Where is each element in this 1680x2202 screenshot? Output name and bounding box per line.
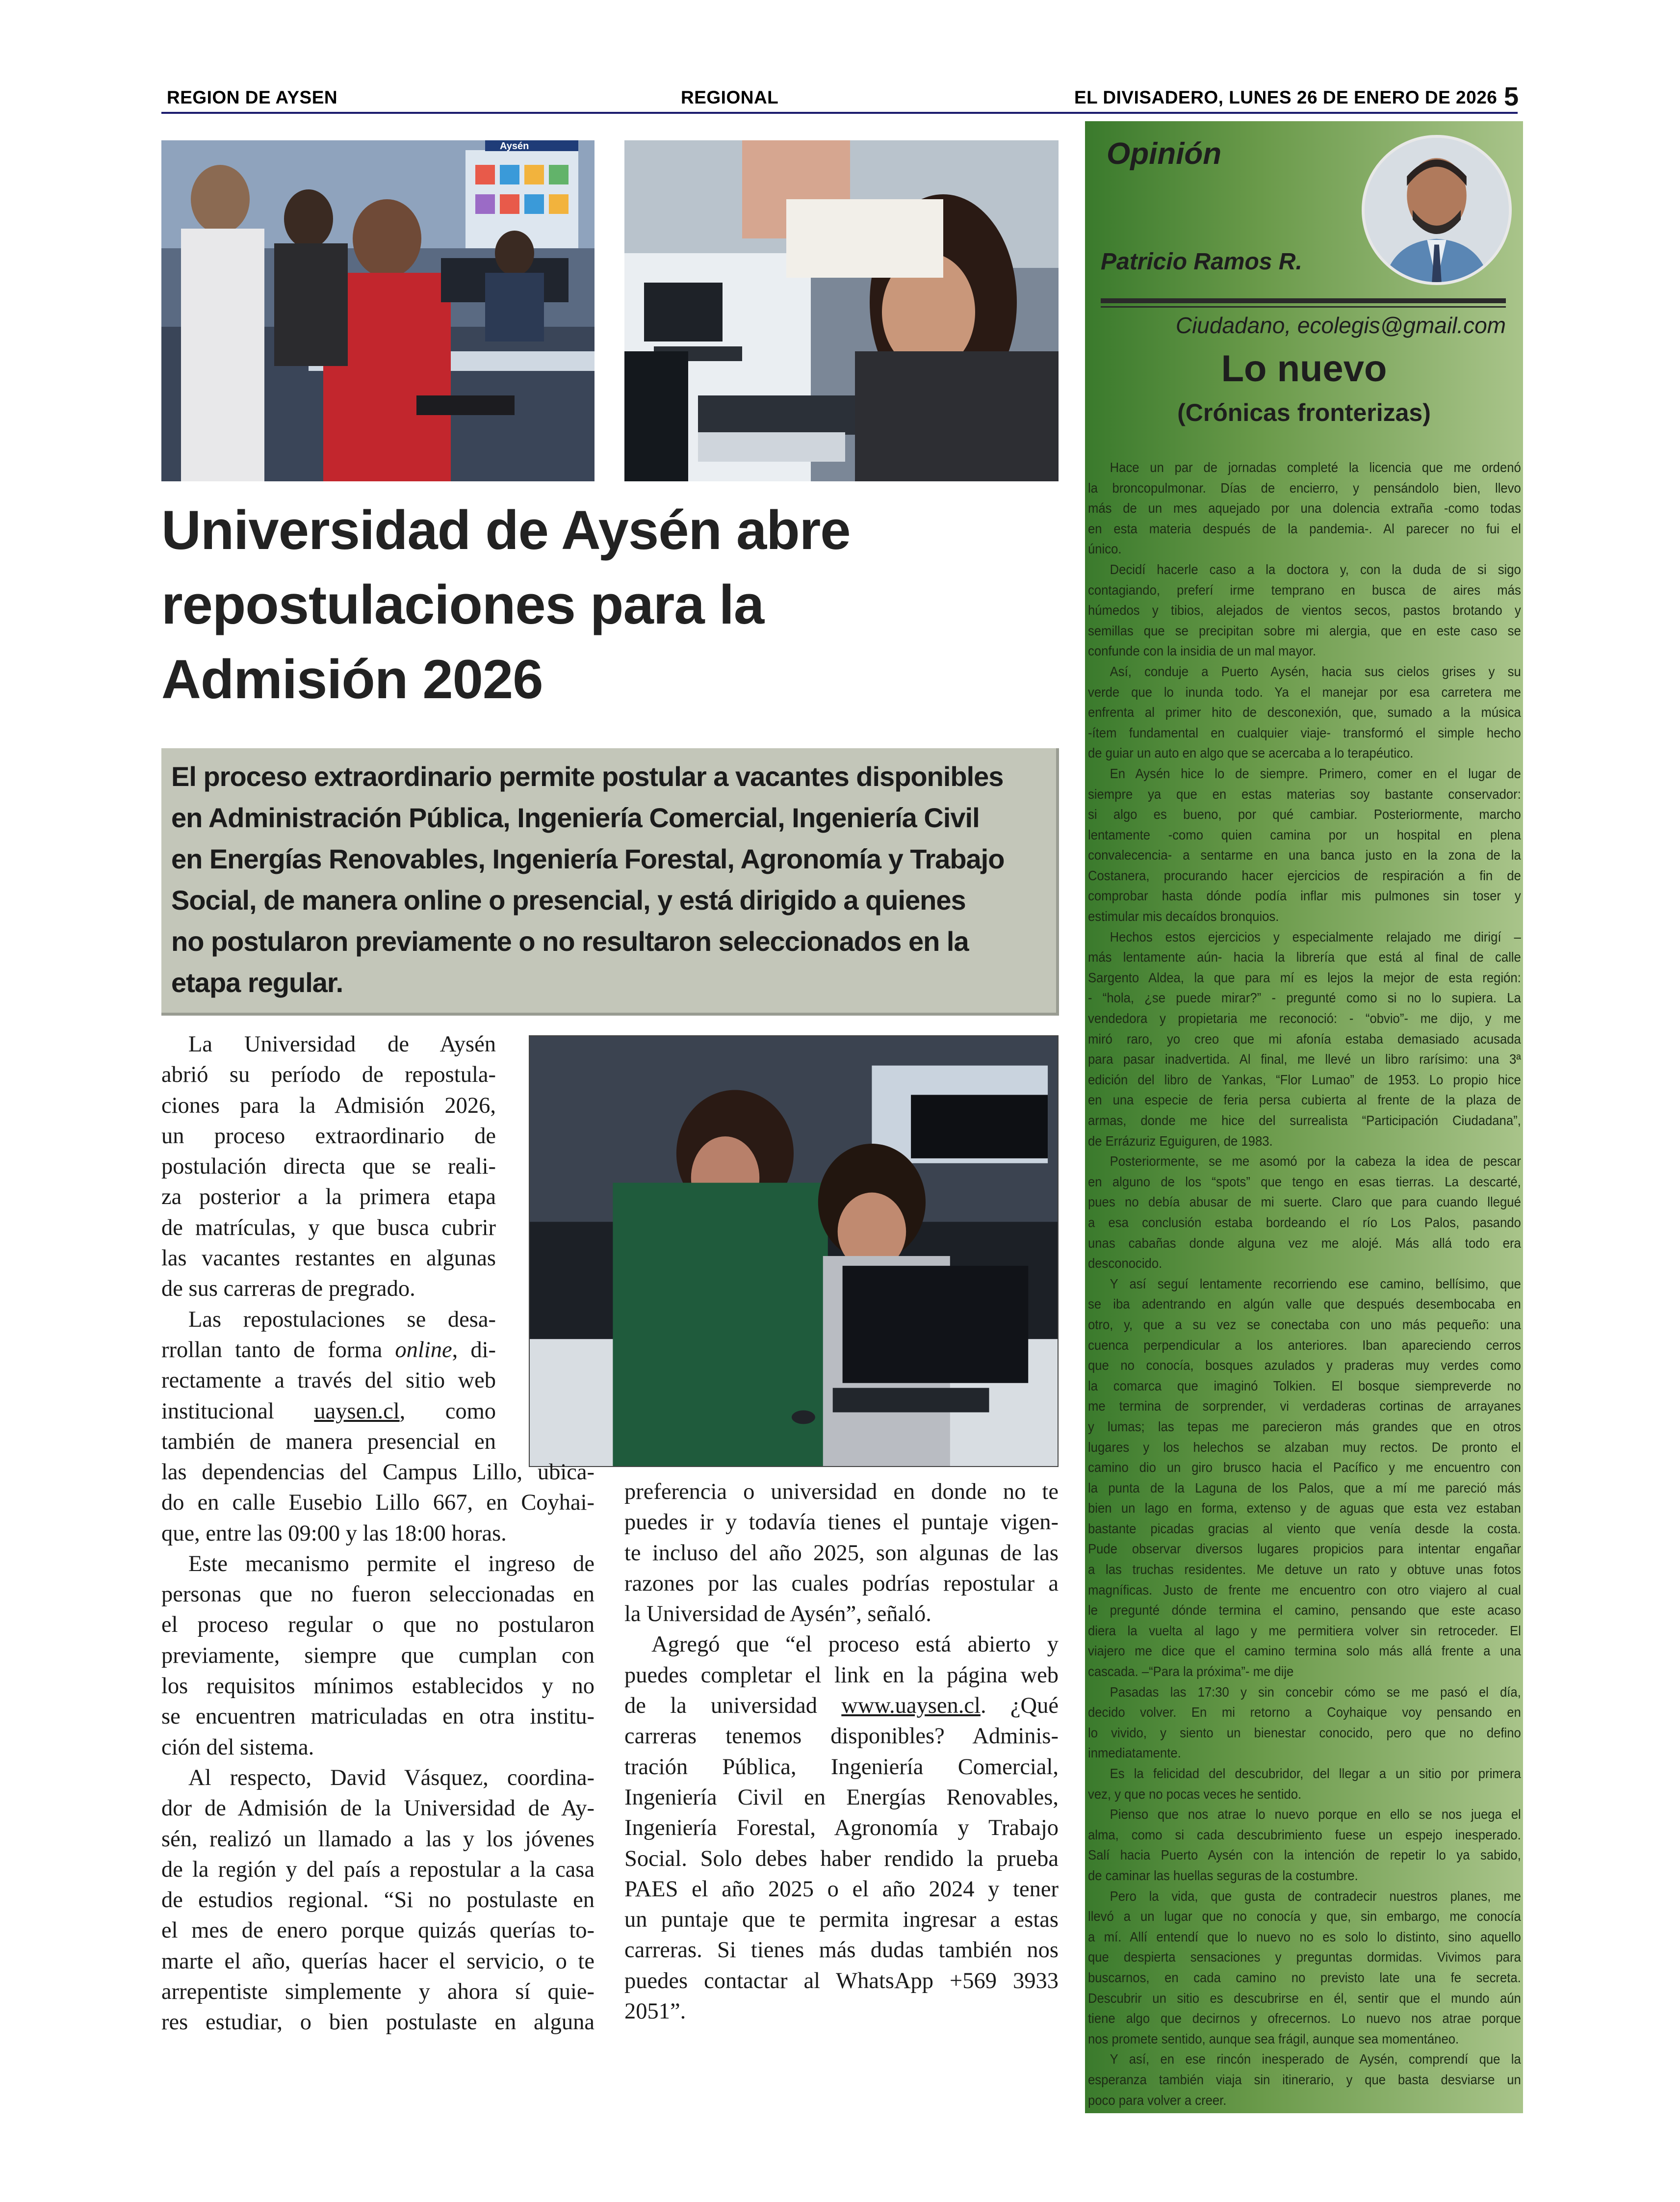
opinion-body-line: húmedos y tibios, alejados de vientos secos, pastos brotando y bbox=[1088, 603, 1521, 618]
opinion-body-line: inmediatamente. bbox=[1088, 1745, 1181, 1761]
body-line: el proceso regular o que no postularon bbox=[161, 1612, 594, 1638]
opinion-body-line: bien un lago en forma, extenso y de aguas que esta vez estaban bbox=[1088, 1500, 1521, 1516]
headline-line: Admisión 2026 bbox=[161, 649, 543, 710]
opinion-body-line: cuenca perpendicular a los anteriores. Iban apareciendo cerros bbox=[1088, 1337, 1521, 1353]
opinion-rule-thin bbox=[1101, 306, 1506, 308]
photo-two-students-at-monitor bbox=[529, 1035, 1059, 1467]
body-line: la Universidad de Aysén”, señaló. bbox=[624, 1601, 931, 1627]
opinion-body-line: desconocido. bbox=[1088, 1256, 1163, 1271]
body-line: Al respecto, David Vásquez, coordina- bbox=[188, 1765, 594, 1790]
opinion-contact: Ciudadano, ecolegis@gmail.com bbox=[1175, 313, 1506, 338]
body-line: preferencia o universidad en donde no te bbox=[624, 1479, 1059, 1504]
opinion-body-line: poco para volver a creer. bbox=[1088, 2092, 1227, 2108]
body-line: previamente, siempre que cumplan con bbox=[161, 1643, 594, 1668]
article-column-2 bbox=[624, 1477, 1059, 2027]
opinion-body-line: de guiar un auto en algo que se acercaba a lo terapéutico. bbox=[1088, 745, 1414, 761]
opinion-body-line: Salí hacia Puerto Aysén con la intención de repetir lo ya sabido, bbox=[1088, 1847, 1521, 1863]
opinion-body-line: Pude observar diversos lugares propicios para intentar engañar bbox=[1088, 1541, 1521, 1557]
opinion-body-line: Pero la vida, que gusta de contradecir nuestros planes, me bbox=[1110, 1888, 1521, 1904]
body-line: Agregó que “el proceso está abierto y bbox=[651, 1632, 1059, 1657]
opinion-body-line: siempre ya que en estas materias soy bastante conservador: bbox=[1088, 786, 1521, 802]
body-line: za posterior a la primera etapa bbox=[161, 1184, 496, 1210]
body-line: de matrículas, y que busca cubrir bbox=[161, 1215, 496, 1240]
photo1-sign: Aysén bbox=[500, 141, 529, 152]
body-line: rrollan tanto de forma online, di- bbox=[161, 1337, 496, 1363]
body-line: un proceso extraordinario de bbox=[161, 1123, 496, 1149]
opinion-body-line: miró raro, yo creo que mi afonía estaba demasiado acusada bbox=[1088, 1031, 1521, 1047]
body-line: postulación directa que se reali- bbox=[161, 1154, 496, 1180]
opinion-body-line: en alguno de los “spots” que tengo en esas tierras. La descarté, bbox=[1088, 1174, 1521, 1189]
body-line: que, entre las 09:00 y las 18:00 horas. bbox=[161, 1520, 507, 1546]
opinion-body-line: confunde con la insidia de un mal mayor. bbox=[1088, 643, 1317, 659]
opinion-body-line: a mí. Allí entendí que lo nuevo no es solo lo distinto, sino aquello bbox=[1088, 1929, 1521, 1944]
opinion-body-line: vez, y que no pocas veces he sentido. bbox=[1088, 1786, 1302, 1802]
photo-student-at-computer bbox=[624, 140, 1059, 481]
inline-emphasis[interactable]: uaysen.cl bbox=[314, 1398, 400, 1424]
body-line: ciones para la Admisión 2026, bbox=[161, 1093, 496, 1118]
body-line: ción del sistema. bbox=[161, 1734, 314, 1760]
body-line: de la región y del país a repostular a la casa bbox=[161, 1857, 594, 1882]
body-line: los requisitos mínimos establecidos y no bbox=[161, 1674, 594, 1699]
opinion-body-line: la broncopulmonar. Días de encierro, y pensándolo bien, llevo bbox=[1088, 480, 1521, 496]
opinion-body-line: semillas que se precipitan sobre mi alergia, que en este caso se bbox=[1088, 623, 1521, 638]
opinion-rule bbox=[1101, 298, 1506, 303]
opinion-body-line: lentamente -como quien camina por un hospital en plena bbox=[1088, 827, 1521, 842]
opinion-body-line: magníficas. Justo de frente me encuentro con otro viajero al cual bbox=[1088, 1582, 1521, 1598]
body-line: res estudiar, o bien postulaste en alguna bbox=[161, 2010, 594, 2035]
body-line: puedes completar el link en la página web bbox=[624, 1662, 1059, 1688]
opinion-body-line: de Errázuriz Eguiguren, de 1983. bbox=[1088, 1133, 1273, 1149]
opinion-body-line: estimular mis decaídos bronquios. bbox=[1088, 909, 1279, 924]
body-line: puedes contactar al WhatsApp +569 3933 bbox=[624, 1968, 1059, 1993]
body-line: arrepentiste simplemente y ahora sí quie- bbox=[161, 1979, 594, 2005]
opinion-body-line: más de un mes aquejado por una dolencia extraña -como todas bbox=[1088, 500, 1521, 516]
opinion-body-line: Pienso que nos atrae lo nuevo porque en ello se nos juega el bbox=[1110, 1807, 1521, 1822]
opinion-body-line: y lumas; las tepas me parecieron más grandes que en otros bbox=[1088, 1418, 1521, 1434]
body-line: de la universidad www.uaysen.cl. ¿Qué bbox=[624, 1693, 1059, 1719]
body-line: do en calle Eusebio Lillo 667, en Coyhai- bbox=[161, 1490, 594, 1516]
opinion-author: Patricio Ramos R. bbox=[1101, 249, 1302, 275]
opinion-body-line: En Aysén hice lo de siempre. Primero, comer en el lugar de bbox=[1110, 765, 1521, 781]
opinion-body-line: Y así seguí lentamente recorriendo ese camino, bellísimo, que bbox=[1110, 1276, 1521, 1291]
opinion-title: Lo nuevo bbox=[1221, 348, 1387, 390]
body-line: La Universidad de Aysén bbox=[188, 1032, 496, 1057]
body-line: las dependencias del Campus Lillo, ubica- bbox=[161, 1460, 594, 1485]
opinion-body-line: Hechos estos ejercicios y especialmente relajado me dirigí – bbox=[1110, 929, 1521, 944]
opinion-body-line: a las truchas residentes. Me detuve un rato y obtuve unas fotos bbox=[1088, 1562, 1521, 1577]
body-line: personas que no fueron seleccionadas en bbox=[161, 1582, 594, 1607]
opinion-body-line: otro, y, que a su vez se conectaba con uno más pequeño: una bbox=[1088, 1316, 1521, 1332]
body-line: un puntaje que te permita ingresar a estas bbox=[624, 1907, 1059, 1933]
body-line: Ingeniería Civil en Energías Renovables, bbox=[624, 1784, 1059, 1810]
body-line: rectamente a través del sitio web bbox=[161, 1368, 496, 1393]
body-line: Ingeniería Forestal, Agronomía y Trabajo bbox=[624, 1815, 1059, 1841]
section-left: REGION DE AYSEN bbox=[167, 87, 338, 107]
body-line: se encuentren matriculadas en otra institu- bbox=[161, 1704, 594, 1730]
opinion-body-line: lugares y los helechos se alzaban muy rectos. De pronto el bbox=[1088, 1439, 1521, 1455]
body-line: razones por las cuales podrías repostular a bbox=[624, 1571, 1059, 1596]
opinion-body-line: alma, como si cada descubrimiento fuese un espejo inesperado. bbox=[1088, 1827, 1521, 1842]
opinion-body-line: de caminar las huellas seguras de la costumbre. bbox=[1088, 1867, 1358, 1883]
opinion-body-line: - “hola, ¿se puede mirar?” - pregunté como si no lo supiera. La bbox=[1088, 990, 1521, 1006]
page-number: 5 bbox=[1503, 82, 1519, 111]
opinion-body-line: edición del libro de Yankas, “Flor Lumao” de 1953. Lo propio hice bbox=[1088, 1072, 1521, 1087]
opinion-body-line: en esta materia después de la pandemia-. Al parecer no fui el bbox=[1088, 521, 1521, 536]
body-line: institucional uaysen.cl, como bbox=[161, 1398, 496, 1424]
opinion-body-line: Decidí hacerle caso a la doctora y, con la duda de si sigo bbox=[1110, 561, 1521, 577]
opinion-body-line: Posteriormente, se me asomó por la cabeza la idea de pescar bbox=[1110, 1153, 1521, 1169]
deck-line: Social, de manera online o presencial, y está dirigido a quienes bbox=[171, 885, 966, 916]
opinion-body-line: Pasadas las 17:30 y sin concebir cómo se me pasó el día, bbox=[1110, 1684, 1521, 1700]
body-line: carreras. Si tienes más dudas también nos bbox=[624, 1938, 1059, 1963]
article-deck bbox=[161, 748, 1059, 1016]
body-line: de sus carreras de pregrado. bbox=[161, 1276, 415, 1302]
opinion-body-line: -ítem fundamental en cualquier viaje- transformó el simple hecho bbox=[1088, 725, 1521, 740]
opinion-body-line: tiene algo que decirnos y ofrecernos. Lo nuevo nos atrae porque bbox=[1088, 2011, 1521, 2026]
opinion-body-line: Descubrir un sitio es descubrirse en él, sentir que el mundo aún bbox=[1088, 1990, 1521, 2006]
deck-line: en Administración Pública, Ingeniería Comercial, Ingeniería Civil bbox=[171, 802, 980, 833]
section-center: REGIONAL bbox=[681, 87, 779, 107]
opinion-body-line: Costanera, procurando hacer ejercicios de respiración a fin de bbox=[1088, 867, 1521, 883]
opinion-body-line: que no conocía, bosques azulados y praderas muy verdes como bbox=[1088, 1358, 1521, 1373]
opinion-body-line: Es la felicidad del descubridor, del llegar a un sitio por primera bbox=[1110, 1766, 1521, 1781]
body-line: también de manera presencial en bbox=[161, 1429, 496, 1454]
body-line: el mes de enero porque quizás querías to- bbox=[161, 1918, 594, 1943]
opinion-body-line: diera la vuelta al lago y me permitiera volver sin retroceder. El bbox=[1088, 1623, 1521, 1638]
opinion-body-line: que despierta sensaciones y preguntas dormidas. Vivimos para bbox=[1088, 1949, 1521, 1965]
opinion-body-line: le pregunté dónde termina el camino, pensando que este acaso bbox=[1088, 1602, 1521, 1618]
opinion-body-line: lo vivido, y siento un bienestar conocido, pero que no defino bbox=[1088, 1725, 1521, 1740]
body-line: abrió su período de repostula- bbox=[161, 1062, 496, 1088]
opinion-body-line: enfrenta al primer hito de desconexión, que, sumado a la música bbox=[1088, 705, 1521, 720]
photo-students-computer-lab bbox=[161, 140, 594, 481]
body-line: dor de Admisión de la Universidad de Ay- bbox=[161, 1796, 594, 1821]
opinion-body-line: camino dio un giro brusco hacia el Pacífico y me encuentro con bbox=[1088, 1460, 1521, 1475]
opinion-body-line: vendedora y propietaria me reconoció: - “obvio”- me dijo, y me bbox=[1088, 1011, 1521, 1026]
article-column-1-bottom bbox=[161, 1457, 594, 2038]
body-line: sén, realizó un llamado a las y los jóvenes bbox=[161, 1826, 594, 1852]
opinion-body-line: a esa conclusión estaba bordeando el río Los Palos, pasando bbox=[1088, 1214, 1521, 1230]
body-line: tración Pública, Ingeniería Comercial, bbox=[624, 1754, 1059, 1780]
body-line: Este mecanismo permite el ingreso de bbox=[188, 1551, 594, 1576]
deck-line: no postularon previamente o no resultaron seleccionados en la bbox=[171, 926, 969, 957]
body-line: de estudios regional. “Si no postulaste en bbox=[161, 1887, 594, 1913]
opinion-body-line: llevó a un lugar que no conocía y que, sin embargo, me conocía bbox=[1088, 1909, 1521, 1924]
inline-emphasis[interactable]: www.uaysen.cl bbox=[841, 1693, 981, 1719]
opinion-body-line: decido volver. En mi retorno a Coyhaique voy pensando en bbox=[1088, 1704, 1521, 1720]
opinion-body-line: unas cabañas donde alguna vez me alojé. Más allá todo era bbox=[1088, 1235, 1521, 1251]
opinion-body-line: si algo es bueno, por qué cambiar. Posteriormente, marcho bbox=[1088, 807, 1521, 822]
article-column-1-top bbox=[161, 1029, 496, 1457]
opinion-body-line: me termina de sorprender, vi verdaderas cortinas de arrayanes bbox=[1088, 1398, 1521, 1414]
opinion-body-line: más lentamente aún- hacia la librería que está al final de calle bbox=[1088, 949, 1521, 965]
edition-date: EL DIVISADERO, LUNES 26 DE ENERO DE 2026 bbox=[1074, 87, 1498, 107]
article-headline bbox=[161, 493, 1059, 717]
headline-line: Universidad de Aysén abre bbox=[161, 499, 851, 561]
opinion-body-line: esperanza también viaja sin itinerario, y que basta desviarse un bbox=[1088, 2071, 1521, 2087]
body-line: PAES el año 2025 o el año 2024 y tener bbox=[624, 1876, 1059, 1902]
inline-emphasis: online bbox=[395, 1337, 452, 1363]
opinion-body-line: Hace un par de jornadas completé la licencia que me ordenó bbox=[1110, 460, 1521, 475]
opinion-body-line: nos promete sentido, aunque sea frágil, aunque sea momentáneo. bbox=[1088, 2031, 1459, 2046]
opinion-body-line: Sargento Aldea, la que para mí es lejos la mejor de esta región: bbox=[1088, 970, 1521, 985]
body-line: Social. Solo debes haber rendido la prueba bbox=[624, 1846, 1059, 1871]
opinion-body-line: la punta de la Laguna de los Palos, que a mí me pareció más bbox=[1088, 1480, 1521, 1495]
opinion-body-line: armas, donde me hice del surrealista “Participación Ciudadana”, bbox=[1088, 1113, 1521, 1128]
opinion-body-line: la comarca que imaginó Tolkien. El bosque siempreverde no bbox=[1088, 1378, 1521, 1393]
header-rule bbox=[161, 112, 1518, 114]
headline-line: repostulaciones para la bbox=[161, 574, 764, 635]
opinion-body-line: Así, conduje a Puerto Aysén, hacia sus cielos grises y su bbox=[1110, 663, 1521, 679]
opinion-subtitle: (Crónicas fronterizas) bbox=[1177, 399, 1431, 426]
opinion-body-line: se iba adentrando en algún valle que después desembocaba en bbox=[1088, 1296, 1521, 1312]
body-line: 2051”. bbox=[624, 1999, 686, 2024]
opinion-body-line: pues no debía abusar de mi suerte. Claro que para cuando llegué bbox=[1088, 1194, 1521, 1210]
opinion-body-line: en una especie de feria persa cubierta al frente de la plaza de bbox=[1088, 1092, 1521, 1108]
body-line: Las repostulaciones se desa- bbox=[188, 1307, 496, 1332]
opinion-body-line: verde que lo inunda todo. Ya el manejar por esa carretera me bbox=[1088, 684, 1521, 700]
deck-line: El proceso extraordinario permite postular a vacantes disponibles bbox=[171, 761, 1004, 792]
body-line: puedes ir y todavía tienes el puntaje vigen- bbox=[624, 1510, 1059, 1535]
author-avatar bbox=[1362, 135, 1512, 285]
opinion-body-line: Y así, en ese rincón inesperado de Aysén, comprendí que la bbox=[1110, 2051, 1521, 2067]
opinion-body-line: único. bbox=[1088, 541, 1122, 557]
opinion-body-line: convalecencia- a sentarme en una banca justo en la zona de la bbox=[1088, 847, 1521, 863]
opinion-body-line: cascada. –“Para la próxima”- me dije bbox=[1088, 1664, 1294, 1679]
deck-line: etapa regular. bbox=[171, 967, 343, 998]
opinion-label: Opinión bbox=[1107, 137, 1222, 171]
opinion-body-line: comprobar hasta dónde podía inflar mis pulmones sin toser y bbox=[1088, 888, 1521, 904]
body-line: marte el año, querías hacer el servicio, o te bbox=[161, 1948, 594, 1974]
body-line: las vacantes restantes en algunas bbox=[161, 1246, 496, 1271]
body-line: carreras tenemos disponibles? Adminis- bbox=[624, 1724, 1059, 1749]
opinion-body-line: bastante picadas gracias al viento que venía desde la costa. bbox=[1088, 1520, 1521, 1536]
opinion-body-line: para pasar inadvertida. Al final, me llevé un libro rarísimo: una 3ª bbox=[1088, 1051, 1521, 1067]
opinion-body-line: buscarnos, en cada camino no previsto late una fe secreta. bbox=[1088, 1969, 1521, 1985]
body-line: te incluso del año 2025, son algunas de las bbox=[624, 1540, 1059, 1566]
opinion-body-line: viajero me dice que el camino termina solo más allá frente a una bbox=[1088, 1643, 1521, 1659]
opinion-body bbox=[1088, 457, 1521, 2110]
deck-line: en Energías Renovables, Ingeniería Forestal, Agronomía y Trabajo bbox=[171, 843, 1005, 874]
opinion-body-line: contagiando, preferí irme temprano en busca de aires más bbox=[1088, 582, 1521, 598]
